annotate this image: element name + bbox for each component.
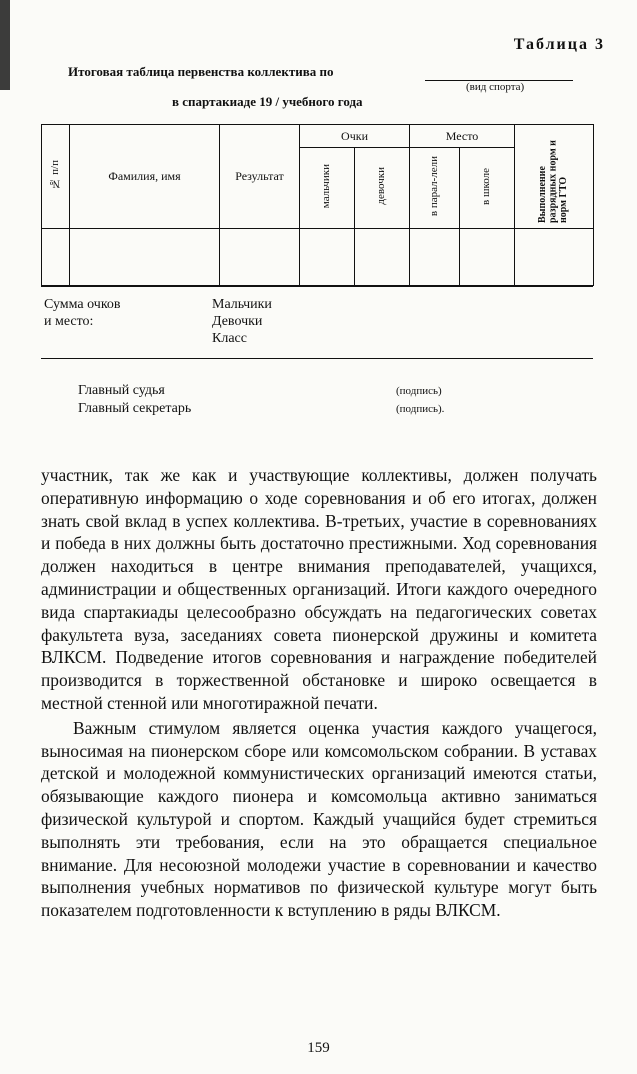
summary-label <box>44 296 121 330</box>
col-header-points-girls: девочки <box>355 148 410 229</box>
results-table <box>41 124 594 286</box>
paragraph: участник, так же как и участвующие коллективы, должен получать оперативную информацию о ходе соревнования и об его итогах, должен знать свой вклад в успех коллектива. В-третьих, участие в соревнованиях и победа в них должны быть достаточно престижными. Ход соревнования должен находиться в центре внимания преподавателей, учащихся, администрации и общественных организаций. Итоги каждого очередного вида спартакиады целесообразно обсуждать на педагогических советах факультета вуза, заседаниях совета пионерской дружины и комитета ВЛКСМ. Подведение итогов соревнования и награждение победителей производится в торжественной обстановке и широко освещается в местной стенной или многотиражной печати. <box>41 465 597 713</box>
col-header-name: Фамилия, имя <box>70 125 220 229</box>
signature-note-secretary: (подпись). <box>396 403 445 415</box>
col-header-number: № п/п <box>42 125 70 229</box>
summary-label-line2: и место: <box>44 314 94 329</box>
table-cell <box>42 229 70 286</box>
signature-note-judge: (подпись) <box>396 385 442 397</box>
signature-roles <box>78 382 191 418</box>
table-title-line1: Итоговая таблица первенства коллектива по <box>68 64 334 79</box>
signature-role-secretary: Главный секретарь <box>78 401 192 416</box>
table-cell <box>460 229 515 286</box>
summary-label-line1: Сумма очков <box>44 297 121 312</box>
col-header-points: Очки <box>300 125 410 148</box>
table-cell <box>355 229 410 286</box>
paragraph: Важным стимулом является оценка участия каждого учащегося, выносимая на пионерском сборе или комсомольском собрании. В уставах детской и молодежной коммунистических организаций имеются статьи, обязывающие каждого пионера и комсомольца активно заниматься физической культурой и спортом. Каждый учащийся будет стремиться выполнять эти требования, если на это обращается специальное внимание. Для несоюзной молодежи участие в соревновании и качество выполнения учебных нормативов по физической культуре могут быть показателем подготовленности к вступлению в ряды ВЛКСМ. <box>41 717 597 921</box>
signature-notes <box>396 382 444 418</box>
col-header-result: Результат <box>220 125 300 229</box>
summary-item-class: Класс <box>212 331 247 346</box>
col-header-place-parallel: в парал-лели <box>410 148 460 229</box>
divider <box>41 358 593 359</box>
table-cell <box>70 229 220 286</box>
signature-role-judge: Главный судья <box>78 383 165 398</box>
table-cell <box>220 229 300 286</box>
table-cell <box>300 229 355 286</box>
col-header-place-school: в школе <box>460 148 515 229</box>
col-header-points-boys: мальчики <box>300 148 355 229</box>
summary-items <box>212 296 272 347</box>
body-text <box>41 464 597 922</box>
table-row <box>42 229 594 286</box>
table-cell <box>515 229 594 286</box>
table-title-line2: в спартакиаде 19 / учебного года <box>172 94 363 109</box>
page-edge-mark <box>0 0 10 90</box>
col-header-norms: Выполнение разрядных норм и норм ГТО <box>515 125 594 229</box>
summary-item-girls: Девочки <box>212 314 263 329</box>
summary-item-boys: Мальчики <box>212 297 272 312</box>
col-header-place: Место <box>410 125 515 148</box>
sport-note: (вид спорта) <box>466 81 525 93</box>
divider <box>41 286 593 287</box>
table-label: Таблица 3 <box>513 36 605 53</box>
table-cell <box>410 229 460 286</box>
page-number: 159 <box>307 1040 330 1056</box>
